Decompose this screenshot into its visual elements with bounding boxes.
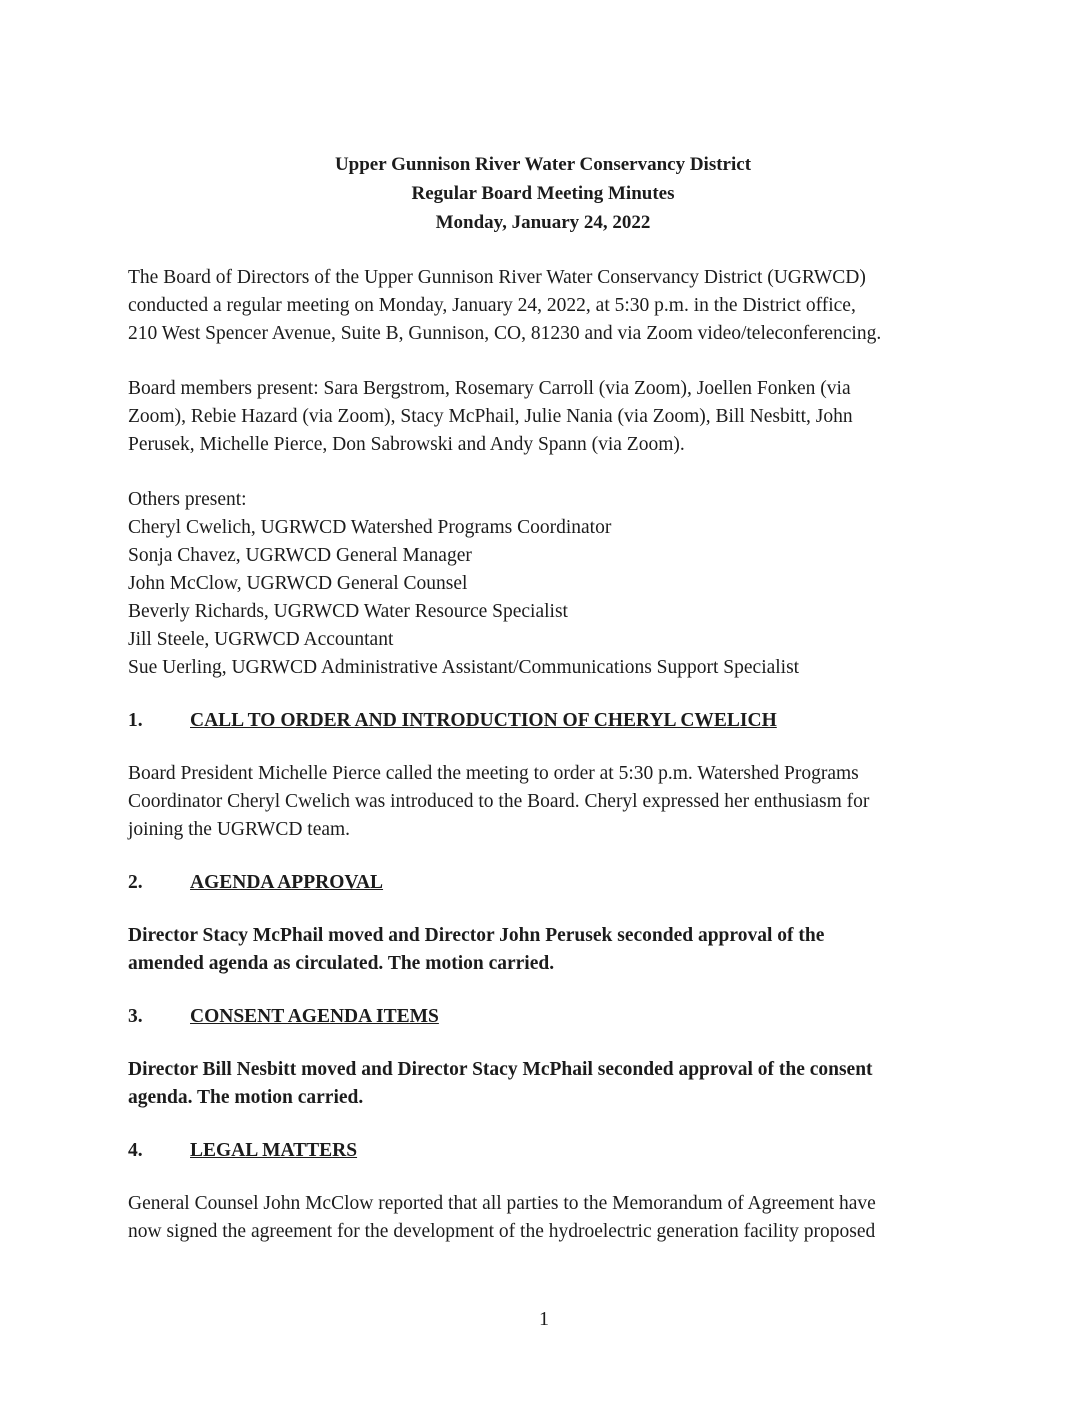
text-line: Director Bill Nesbitt moved and Director Stacy McPhail seconded approval of the consent bbox=[128, 1059, 873, 1080]
section-heading-agenda-approval bbox=[128, 869, 958, 897]
motion-agenda-approval bbox=[128, 922, 958, 978]
text-line: Zoom), Rebie Hazard (via Zoom), Stacy McPhail, Julie Nania (via Zoom), Bill Nesbitt, John bbox=[128, 406, 853, 427]
section-number: 2. bbox=[128, 872, 143, 893]
page-content bbox=[128, 150, 958, 1246]
section-title: AGENDA APPROVAL bbox=[190, 872, 384, 893]
text-line: amended agenda as circulated. The motion carried. bbox=[128, 953, 555, 974]
section-body-call-to-order bbox=[128, 760, 958, 844]
section-title: CONSENT AGENDA ITEMS bbox=[190, 1006, 439, 1027]
text-line: Board President Michelle Pierce called the meeting to order at 5:30 p.m. Watershed Programs bbox=[128, 763, 859, 784]
section-body-legal-matters bbox=[128, 1190, 958, 1246]
attendee: Sue Uerling, UGRWCD Administrative Assistant/Communications Support Specialist bbox=[128, 657, 800, 678]
text-line: 210 West Spencer Avenue, Suite B, Gunnison, CO, 81230 and via Zoom video/teleconferencing. bbox=[128, 323, 882, 344]
section-title: CALL TO ORDER AND INTRODUCTION OF CHERYL CWELICH bbox=[190, 710, 777, 731]
attendee: Jill Steele, UGRWCD Accountant bbox=[128, 629, 394, 650]
text-line: General Counsel John McClow reported that all parties to the Memorandum of Agreement have bbox=[128, 1193, 876, 1214]
board-members-paragraph bbox=[128, 375, 958, 459]
motion-consent-agenda bbox=[128, 1056, 958, 1112]
section-number: 4. bbox=[128, 1140, 143, 1161]
text-line: Board members present: Sara Bergstrom, Rosemary Carroll (via Zoom), Joellen Fonken (via bbox=[128, 378, 851, 399]
attendee: John McClow, UGRWCD General Counsel bbox=[128, 573, 468, 594]
intro-paragraph bbox=[128, 264, 958, 348]
text-line: conducted a regular meeting on Monday, January 24, 2022, at 5:30 p.m. in the District office, bbox=[128, 295, 856, 316]
text-line: agenda. The motion carried. bbox=[128, 1087, 364, 1108]
section-heading-call-to-order bbox=[128, 707, 958, 735]
section-number: 3. bbox=[128, 1006, 143, 1027]
text-line: joining the UGRWCD team. bbox=[128, 819, 351, 840]
document-title bbox=[128, 150, 958, 237]
section-number: 1. bbox=[128, 710, 143, 731]
title-line-date: Monday, January 24, 2022 bbox=[435, 212, 651, 233]
text-line: Coordinator Cheryl Cwelich was introduced to the Board. Cheryl expressed her enthusiasm for bbox=[128, 791, 870, 812]
section-heading-legal-matters bbox=[128, 1137, 958, 1165]
page-number: 1 bbox=[539, 1308, 549, 1330]
title-line-meeting: Regular Board Meeting Minutes bbox=[411, 183, 675, 204]
attendee: Cheryl Cwelich, UGRWCD Watershed Programs Coordinator bbox=[128, 517, 612, 538]
text-line: Director Stacy McPhail moved and Director John Perusek seconded approval of the bbox=[128, 925, 825, 946]
others-present-label: Others present: bbox=[128, 489, 247, 510]
section-heading-consent-agenda bbox=[128, 1003, 958, 1031]
attendee: Beverly Richards, UGRWCD Water Resource Specialist bbox=[128, 601, 568, 622]
others-present-list bbox=[128, 486, 958, 682]
text-line: Perusek, Michelle Pierce, Don Sabrowski and Andy Spann (via Zoom). bbox=[128, 434, 685, 455]
text-line: now signed the agreement for the development of the hydroelectric generation facility proposed bbox=[128, 1221, 876, 1242]
attendee: Sonja Chavez, UGRWCD General Manager bbox=[128, 545, 472, 566]
section-title: LEGAL MATTERS bbox=[190, 1140, 358, 1161]
title-line-organization: Upper Gunnison River Water Conservancy District bbox=[334, 154, 752, 175]
text-line: The Board of Directors of the Upper Gunnison River Water Conservancy District (UGRWCD) bbox=[128, 267, 866, 288]
